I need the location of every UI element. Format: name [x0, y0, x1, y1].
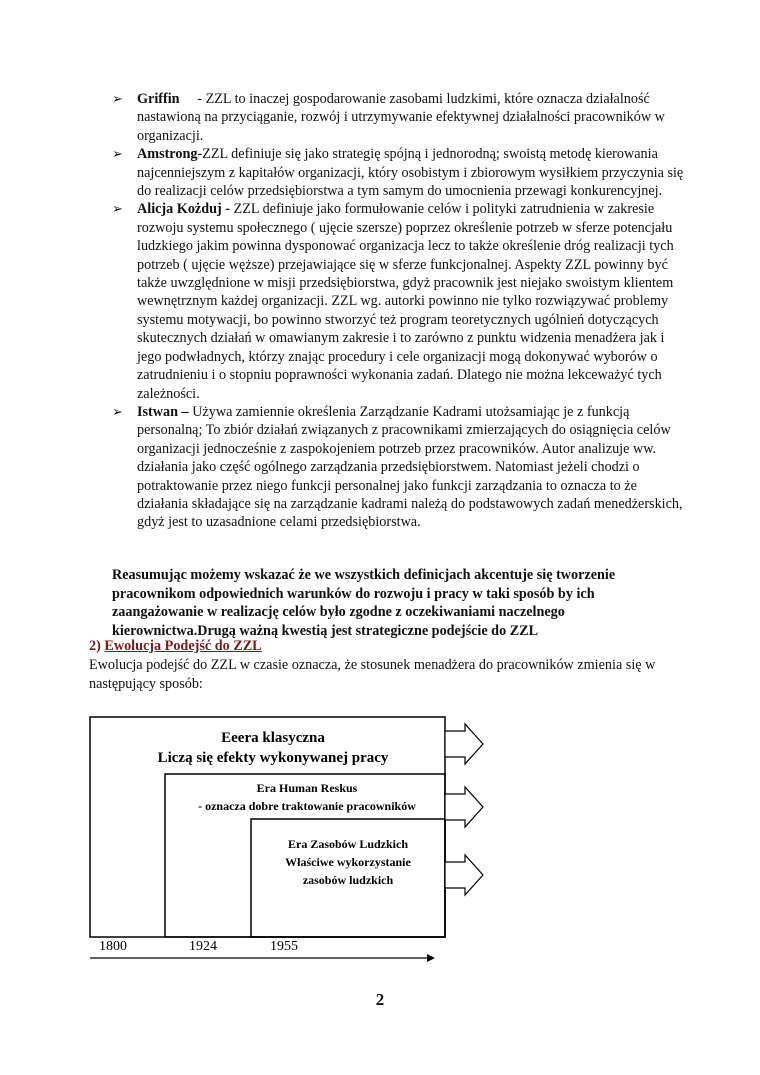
era-1-desc: Liczą się efekty wykonywanej pracy — [157, 750, 389, 766]
era-3-title: Era Zasobów Ludzkich — [287, 837, 409, 851]
era-2-title: Era Human Reskus — [256, 781, 358, 795]
year-label: 1924 — [189, 939, 217, 954]
definition-item — [112, 145, 687, 200]
page-number: 2 — [375, 990, 385, 1009]
definition-item — [112, 90, 687, 145]
era-2-desc: - oznacza dobre traktowanie pracowników — [198, 799, 416, 813]
intro-paragraph: Ewolucja podejść do ZZL w czasie oznacza, że stosunek menadżera do pracowników zmienia się w następujący sposób: — [89, 657, 656, 692]
author-name: Istwan – — [137, 403, 189, 420]
era-3-desc: Właściwe wykorzystanie — [285, 855, 411, 869]
arrow-bullet-icon: ➢ — [112, 91, 123, 106]
year-label: 1955 — [270, 939, 298, 954]
definition-item — [112, 200, 687, 402]
definition-item — [112, 403, 687, 532]
definitions-list — [112, 90, 687, 532]
section-title: Ewolucja Podejść do ZZL — [104, 638, 262, 654]
summary-paragraph: Reasumując możemy wskazać że we wszystkich definicjach akcentuje się tworzenie pracownikom odpowiednich warunków do rozwoju i pracy w taki sposób by ich zaangażowanie w realizację celów było zgodne z oczekiwaniami naczelnego kierownictwa.Drugą ważną kwestią jest strategiczne podejście do ZZL — [112, 567, 616, 639]
arrow-right-icon — [445, 787, 483, 827]
section-heading — [89, 638, 262, 655]
author-name: Griffin — [137, 91, 180, 107]
definition-text: Używa zamiennie określenia Zarządzanie Kadrami utożsamiając je z funkcją personalną; To zbiór działań związanych z pracownikami zmierzających do osiągnięcia celów organizacji jednocześnie z zaspokojeniem potrzeb przez pracowników. Autor analizuje ww. działania jako część ogólnego zarządzania przedsiębiorstwem. Natomiast jeżeli chodzi o potraktowanie przez niego funkcji personalnej jako funkcji zarządzania to oznacza to że działania składające się na zarządzanie kadrami należą do podstawowych zadań menedżerskich, gdyż jest to uzasadnione celami przedsiębiorstwa. — [137, 403, 683, 531]
arrow-right-icon — [445, 855, 483, 895]
author-name: Alicja Kożduj - — [137, 201, 230, 218]
arrow-bullet-icon: ➢ — [112, 403, 123, 419]
definition-text: -ZZL definiuje się jako strategię spójną i jednorodną; swoistą metodę kierowania najcenniejszym z kapitałów organizacji, który osobistym i zbiorowym wysiłkiem przyczynia się do realizacji celów przedsiębiorstwa a tym samym do umocnienia przewagi konkurencyjnej. — [137, 146, 684, 200]
era-1-title: Eeera klasyczna — [221, 730, 325, 746]
section-number: 2) — [89, 638, 101, 654]
arrow-bullet-icon: ➢ — [112, 146, 123, 162]
author-name: Amstrong — [137, 146, 198, 163]
definition-text: - ZZL to inaczej gospodarowanie zasobami ludzkimi, które oznacza działalność nastawioną na przyciąganie, rozwój i utrzymywanie efektywnej działalności pracowników w organizacji. — [137, 91, 669, 144]
arrow-bullet-icon: ➢ — [112, 201, 123, 217]
definition-text: ZZL definiuje jako formułowanie celów i polityki zatrudnienia w zakresie rozwoju systemu społecznego ( ujęcie szersze) poprzez określenie potrzeb w sferze potencjału ludzkiego jakim powinna dysponować organizacja lecz to także określenie dróg realizacji tych potrzeb ( ujęcie węższe) przejawiające się w sferze funkcjonalnej. Aspekty ZZL powinny być także uwzględnione w misji przedsiębiorstwa, gdyż pracownik jest niejako swoistym klientem wewnętrznym każdej organizacji. ZZL wg. autorki powinno nie tylko rozwiązywać problemy systemu motywacji, bo powinno stworzyć też program teoretycznych ugólnień dotyczących skutecznych działań w omawianym zakresie i to zarówno z punktu widzenia menadżera jak i jego podwładnych, którzy znając procedury i cele organizacji mogą dokonywać wyborów o zatrudnieniu i o stopniu poprawności wykonania zadań. Dlatego nie można lekceważyć tych zależności. — [137, 201, 674, 402]
era-3-desc-2: zasobów ludzkich — [302, 873, 394, 887]
eras-diagram — [85, 710, 505, 980]
year-label: 1800 — [99, 939, 127, 954]
timeline-arrow-icon — [427, 954, 435, 962]
arrow-right-icon — [445, 724, 483, 764]
